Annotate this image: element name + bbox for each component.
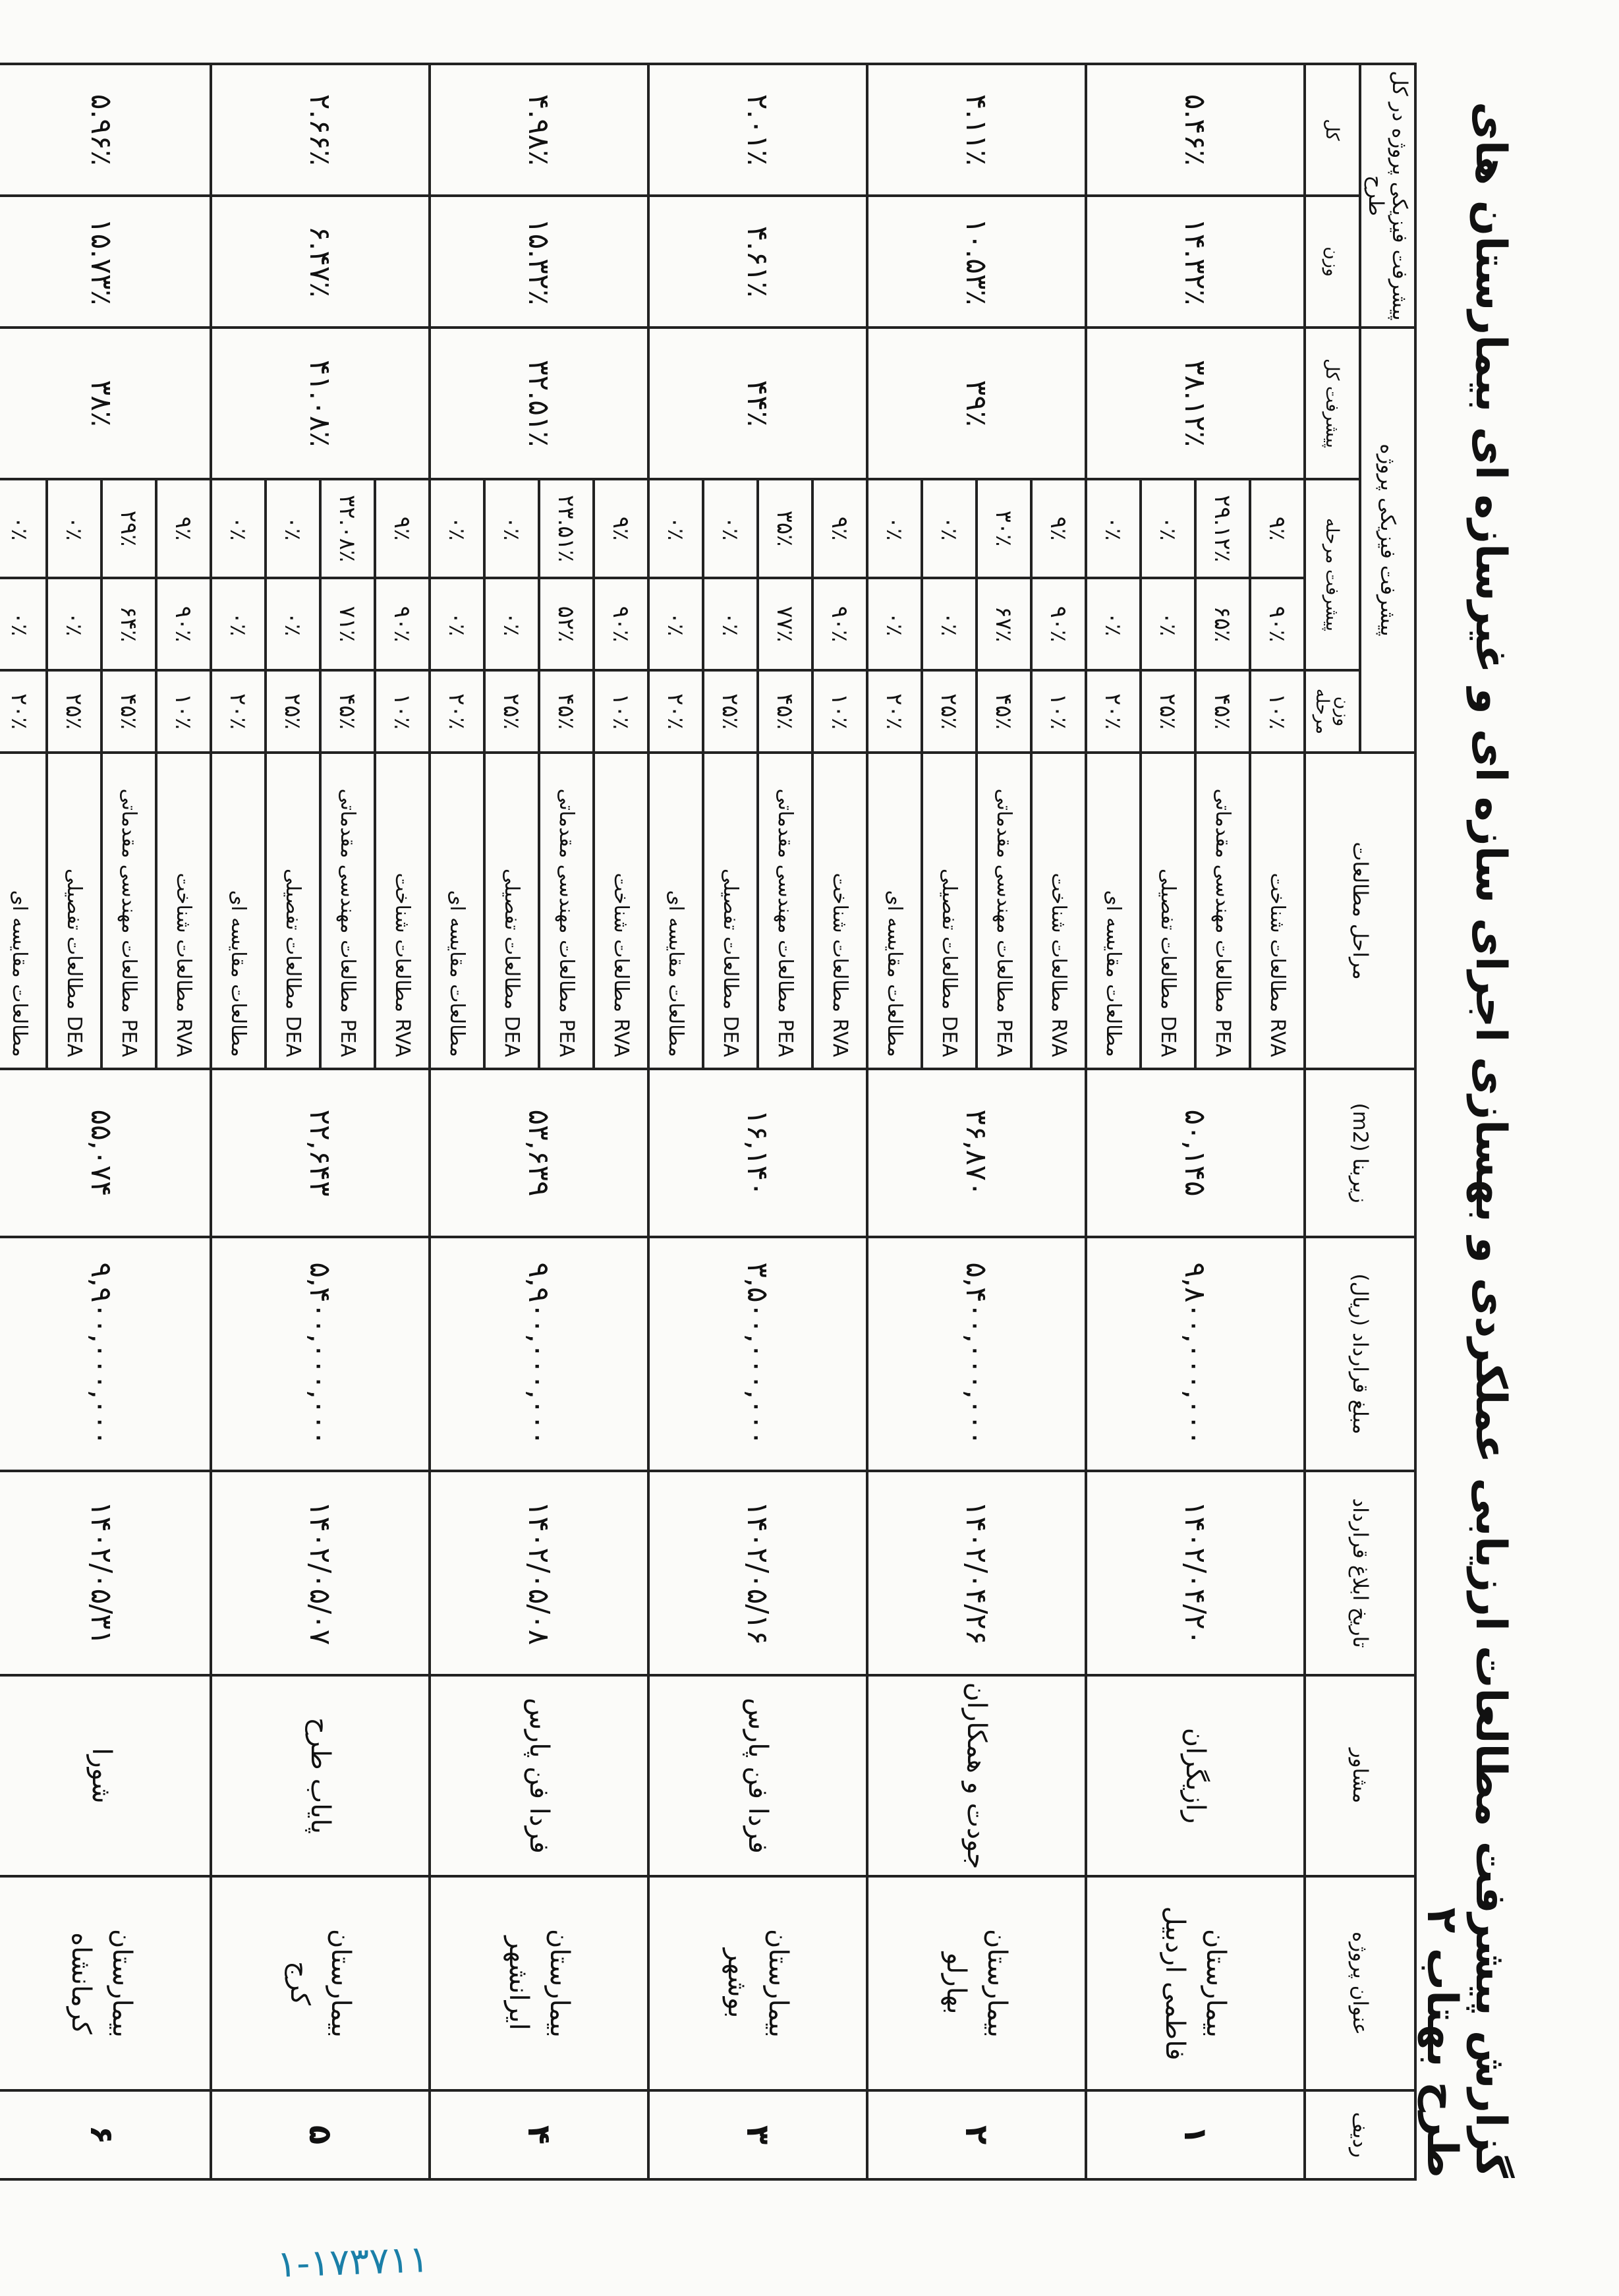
- header-weight: وزن: [1305, 196, 1360, 328]
- stage-weighted-progress: ۳۰٪: [977, 479, 1031, 578]
- stage-weighted-progress: ۰٪: [867, 479, 922, 578]
- row-number: ۶: [0, 2090, 211, 2179]
- stage-progress: ۰٪: [266, 578, 320, 670]
- stage-name: مطالعات مقایسه ای: [648, 753, 703, 1069]
- consultant-name: رازیگران: [1086, 1675, 1305, 1876]
- header-stage-weight: وزن مرحله: [1305, 670, 1360, 753]
- contract-date: ۱۴۰۲/۰۵/۰۷: [211, 1471, 430, 1675]
- stage-weight: ۴۵٪: [977, 670, 1031, 753]
- stage-name: DEA مطالعات تفصیلی: [1141, 753, 1195, 1069]
- header-consultant: مشاور: [1305, 1675, 1415, 1876]
- stage-name: PEA مطالعات مهندسی مقدماتی: [1195, 753, 1250, 1069]
- contract-date: ۱۴۰۲/۰۵/۱۶: [648, 1471, 867, 1675]
- project-title: بیمارستان بهارلو: [867, 1876, 1086, 2090]
- stage-weighted-progress: ۳۵٪: [758, 479, 812, 578]
- stage-name: DEA مطالعات تفصیلی: [484, 753, 539, 1069]
- total-progress: ۳۸.۱۲٪: [1086, 328, 1305, 479]
- stage-progress: ۹۰٪: [1031, 578, 1086, 670]
- stage-progress: ۰٪: [703, 578, 758, 670]
- floor-area: ۵۵,۰۷۴: [0, 1069, 211, 1237]
- stage-weighted-progress: ۰٪: [703, 479, 758, 578]
- table-body: [0, 64, 1305, 2179]
- stage-weight: ۲۵٪: [1141, 670, 1195, 753]
- stage-progress: ۶۷٪: [977, 578, 1031, 670]
- stage-name: RVA مطالعات شناخت: [1250, 753, 1305, 1069]
- stage-name: RVA مطالعات شناخت: [375, 753, 430, 1069]
- stage-weight: ۲۰٪: [867, 670, 922, 753]
- project-title: بیمارستان کرج: [211, 1876, 430, 2090]
- consultant-name: جودت و همکاران: [867, 1675, 1086, 1876]
- total-progress: ۳۹٪: [867, 328, 1086, 479]
- stage-name: RVA مطالعات شناخت: [1031, 753, 1086, 1069]
- plan-overall: ۵.۹۶٪: [0, 64, 211, 196]
- floor-area: ۱۶,۱۴۰: [648, 1069, 867, 1237]
- floor-area: ۵۳,۶۳۹: [430, 1069, 648, 1237]
- stage-progress: ۷۱٪: [320, 578, 375, 670]
- header-area: زیربنا (m2): [1305, 1069, 1415, 1237]
- plan-weight: ۴.۶۱٪: [648, 196, 867, 328]
- stage-name: DEA مطالعات تفصیلی: [922, 753, 977, 1069]
- stage-progress: ۰٪: [648, 578, 703, 670]
- plan-overall: ۴.۹۸٪: [430, 64, 648, 196]
- plan-weight: ۱۵.۷۳٪: [0, 196, 211, 328]
- header-amount: مبلغ قرارداد (ریال): [1305, 1237, 1415, 1471]
- stage-weight: ۱۰٪: [1250, 670, 1305, 753]
- stage-progress: ۹۰٪: [1250, 578, 1305, 670]
- stage-weight: ۱۰٪: [156, 670, 211, 753]
- stage-name: RVA مطالعات شناخت: [156, 753, 211, 1069]
- header-plan-progress: پیشرفت فیزیکی پروژه در کل طرح: [1360, 64, 1415, 328]
- stage-weight: ۱۰٪: [594, 670, 648, 753]
- row-number: ۴: [430, 2090, 648, 2179]
- stage-name: PEA مطالعات مهندسی مقدماتی: [101, 753, 156, 1069]
- stage-weight: ۲۰٪: [0, 670, 47, 753]
- floor-area: ۳۶,۸۷۰: [867, 1069, 1086, 1237]
- stage-weight: ۴۵٪: [758, 670, 812, 753]
- stage-weighted-progress: ۹٪: [375, 479, 430, 578]
- consultant-name: پایاب طرح: [211, 1675, 430, 1876]
- stage-weighted-progress: ۳۲.۰۸٪: [320, 479, 375, 578]
- stage-weight: ۴۵٪: [101, 670, 156, 753]
- stage-progress: ۶۵٪: [1195, 578, 1250, 670]
- stage-weight: ۲۰٪: [430, 670, 484, 753]
- stage-weight: ۲۰٪: [648, 670, 703, 753]
- project-title: بیمارستان ایرانشهر: [430, 1876, 648, 2090]
- floor-area: ۲۲,۶۴۳: [211, 1069, 430, 1237]
- contract-date: ۱۴۰۲/۰۵/۳۱: [0, 1471, 211, 1675]
- stage-progress: ۰٪: [484, 578, 539, 670]
- header-row-number: ردیف: [1305, 2090, 1415, 2179]
- table-row: [594, 64, 648, 2179]
- stage-weight: ۲۵٪: [703, 670, 758, 753]
- contract-date: ۱۴۰۲/۰۴/۲۶: [867, 1471, 1086, 1675]
- stage-progress: ۹۰٪: [375, 578, 430, 670]
- stage-weighted-progress: ۰٪: [922, 479, 977, 578]
- header-date: تاریخ ابلاغ قرارداد: [1305, 1471, 1415, 1675]
- row-number: ۲: [867, 2090, 1086, 2179]
- plan-overall: ۴.۱۱٪: [867, 64, 1086, 196]
- stage-progress: ۵۲٪: [539, 578, 594, 670]
- plan-overall: ۲.۶۶٪: [211, 64, 430, 196]
- stage-weighted-progress: ۲۳.۵۱٪: [539, 479, 594, 578]
- project-title: بیمارستان فاطمی اردبیل: [1086, 1876, 1305, 2090]
- table-row: [1031, 64, 1086, 2179]
- plan-overall: ۵.۴۶٪: [1086, 64, 1305, 196]
- stage-weight: ۲۰٪: [211, 670, 266, 753]
- consultant-name: فردا فن پارس: [648, 1675, 867, 1876]
- contract-date: ۱۴۰۲/۰۴/۲۰: [1086, 1471, 1305, 1675]
- header-overall: کل: [1305, 64, 1360, 196]
- table-row: [156, 64, 211, 2179]
- row-number: ۱: [1086, 2090, 1305, 2179]
- stage-name: PEA مطالعات مهندسی مقدماتی: [539, 753, 594, 1069]
- stage-name: مطالعات مقایسه ای: [430, 753, 484, 1069]
- stage-progress: ۰٪: [0, 578, 47, 670]
- stage-name: PEA مطالعات مهندسی مقدماتی: [977, 753, 1031, 1069]
- row-number: ۵: [211, 2090, 430, 2179]
- stage-weighted-progress: ۰٪: [430, 479, 484, 578]
- table-row: [812, 64, 867, 2179]
- contract-amount: ۹,۹۰۰,۰۰۰,۰۰۰: [430, 1237, 648, 1471]
- stage-weighted-progress: ۲۹.۱۲٪: [1195, 479, 1250, 578]
- stage-name: مطالعات مقایسه ای: [867, 753, 922, 1069]
- stage-name: مطالعات مقایسه ای: [1086, 753, 1141, 1069]
- stage-weighted-progress: ۰٪: [266, 479, 320, 578]
- plan-weight: ۱۵.۳۲٪: [430, 196, 648, 328]
- report-title: گزارش پیشرفت مطالعات ارزیابی عملکردی و بهسازی اجرای سازه ای و غیرسازه ای بیمارستان های طرح بهتاب ۲: [1417, 101, 1515, 2178]
- stage-progress: ۷۷٪: [758, 578, 812, 670]
- stage-name: DEA مطالعات تفصیلی: [47, 753, 101, 1069]
- contract-amount: ۳,۵۰۰,۰۰۰,۰۰۰: [648, 1237, 867, 1471]
- stage-name: RVA مطالعات شناخت: [594, 753, 648, 1069]
- stage-progress: ۰٪: [211, 578, 266, 670]
- stage-progress: ۰٪: [922, 578, 977, 670]
- stage-weighted-progress: ۹٪: [1250, 479, 1305, 578]
- contract-amount: ۵,۴۰۰,۰۰۰,۰۰۰: [211, 1237, 430, 1471]
- consultant-name: فردا فن پارس: [430, 1675, 648, 1876]
- stage-name: مطالعات مقایسه ای: [0, 753, 47, 1069]
- stage-progress: ۹۰٪: [812, 578, 867, 670]
- stage-progress: ۶۴٪: [101, 578, 156, 670]
- stage-weight: ۴۵٪: [320, 670, 375, 753]
- plan-weight: ۱۰.۵۳٪: [867, 196, 1086, 328]
- stage-weight: ۲۰٪: [1086, 670, 1141, 753]
- contract-amount: ۹,۹۰۰,۰۰۰,۰۰۰: [0, 1237, 211, 1471]
- stage-weighted-progress: ۹٪: [594, 479, 648, 578]
- stage-weighted-progress: ۰٪: [484, 479, 539, 578]
- stage-progress: ۰٪: [1086, 578, 1141, 670]
- project-title: بیمارستان بوشهر: [648, 1876, 867, 2090]
- row-number: ۳: [648, 2090, 867, 2179]
- project-title: بیمارستان کرمانشاه: [0, 1876, 211, 2090]
- stage-name: مطالعات مقایسه ای: [211, 753, 266, 1069]
- stage-progress: ۰٪: [47, 578, 101, 670]
- stage-weighted-progress: ۰٪: [211, 479, 266, 578]
- total-progress: ۴۱.۰۸٪: [211, 328, 430, 479]
- stage-weight: ۱۰٪: [375, 670, 430, 753]
- stage-weight: ۲۵٪: [266, 670, 320, 753]
- floor-area: ۵۰,۱۴۵: [1086, 1069, 1305, 1237]
- progress-table: [0, 63, 1417, 2181]
- stage-progress: ۹۰٪: [594, 578, 648, 670]
- header-stage-progress: پیشرفت مرحله: [1305, 479, 1360, 670]
- contract-date: ۱۴۰۲/۰۵/۰۸: [430, 1471, 648, 1675]
- header-physical-progress: پیشرفت فیزیکی پروژه: [1360, 328, 1415, 753]
- stage-weight: ۲۵٪: [484, 670, 539, 753]
- plan-weight: ۱۴.۳۲٪: [1086, 196, 1305, 328]
- header-row-1: [1360, 64, 1415, 2179]
- stage-weighted-progress: ۹٪: [812, 479, 867, 578]
- stage-weight: ۴۵٪: [539, 670, 594, 753]
- stage-progress: ۰٪: [867, 578, 922, 670]
- stage-name: PEA مطالعات مهندسی مقدماتی: [758, 753, 812, 1069]
- plan-overall: ۲.۰۱٪: [648, 64, 867, 196]
- stage-progress: ۰٪: [1141, 578, 1195, 670]
- rotated-report: [6, 63, 1516, 2178]
- stage-weight: ۲۵٪: [922, 670, 977, 753]
- stage-weighted-progress: ۹٪: [156, 479, 211, 578]
- stage-weighted-progress: ۹٪: [1031, 479, 1086, 578]
- stage-name: DEA مطالعات تفصیلی: [703, 753, 758, 1069]
- table-row: [1250, 64, 1305, 2179]
- total-progress: ۳۲.۵۱٪: [430, 328, 648, 479]
- stage-weight: ۴۵٪: [1195, 670, 1250, 753]
- stage-name: RVA مطالعات شناخت: [812, 753, 867, 1069]
- header-stages: مراحل مطالعات: [1305, 753, 1415, 1069]
- plan-weight: ۶.۴۷٪: [211, 196, 430, 328]
- stage-name: DEA مطالعات تفصیلی: [266, 753, 320, 1069]
- stage-progress: ۹۰٪: [156, 578, 211, 670]
- table-row: [375, 64, 430, 2179]
- stage-weight: ۱۰٪: [812, 670, 867, 753]
- stage-weight: ۱۰٪: [1031, 670, 1086, 753]
- header-project: عنوان پروژه: [1305, 1876, 1415, 2090]
- total-progress: ۳۸٪: [0, 328, 211, 479]
- stage-weighted-progress: ۲۹٪: [101, 479, 156, 578]
- stage-weighted-progress: ۰٪: [1141, 479, 1195, 578]
- contract-amount: ۹,۸۰۰,۰۰۰,۰۰۰: [1086, 1237, 1305, 1471]
- stage-progress: ۰٪: [430, 578, 484, 670]
- stage-weighted-progress: ۰٪: [0, 479, 47, 578]
- contract-amount: ۵,۴۰۰,۰۰۰,۰۰۰: [867, 1237, 1086, 1471]
- handwritten-note: ۱-۱۷۳۷۱۱: [275, 2237, 430, 2287]
- stage-weighted-progress: ۰٪: [47, 479, 101, 578]
- stage-weight: ۲۵٪: [47, 670, 101, 753]
- total-progress: ۴۴٪: [648, 328, 867, 479]
- stage-weighted-progress: ۰٪: [648, 479, 703, 578]
- consultant-name: شورا: [0, 1675, 211, 1876]
- header-total-progress: پیشرفت کل: [1305, 328, 1360, 479]
- stage-name: PEA مطالعات مهندسی مقدماتی: [320, 753, 375, 1069]
- stage-weighted-progress: ۰٪: [1086, 479, 1141, 578]
